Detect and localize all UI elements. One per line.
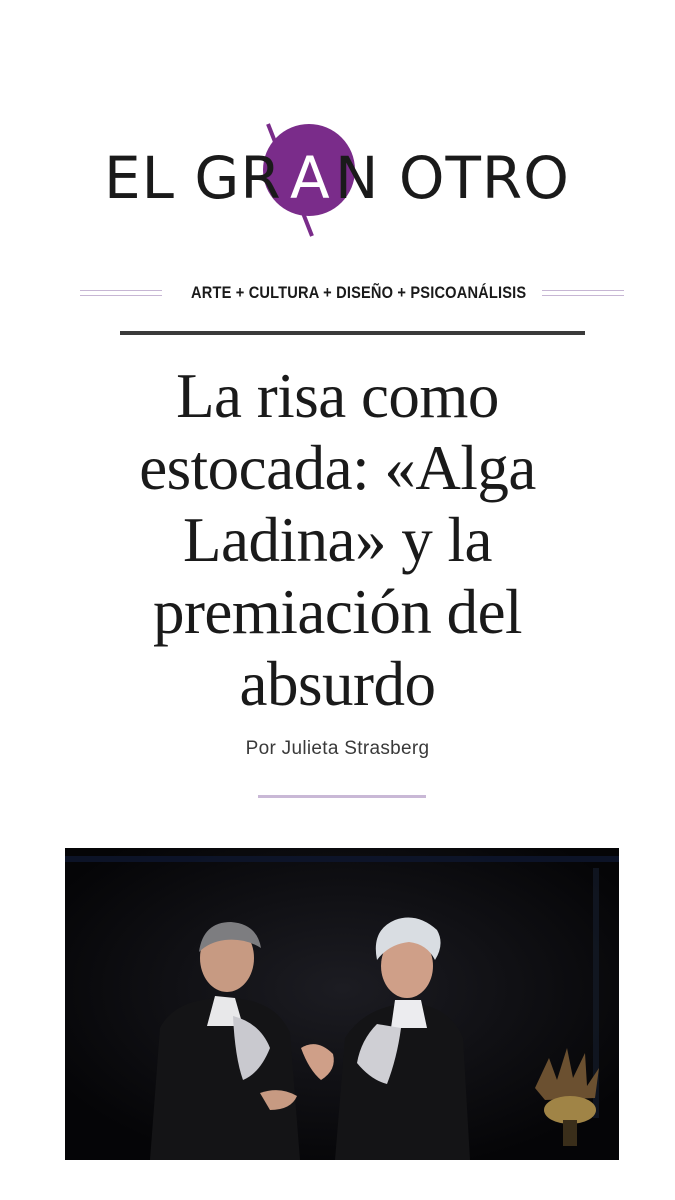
site-logo-graphic xyxy=(0,118,675,248)
stage-light-bar xyxy=(65,856,619,862)
logo-word-left: EL GR xyxy=(104,144,282,212)
header-divider xyxy=(120,331,585,335)
logo-accent-letter: A xyxy=(290,144,331,212)
byline-divider xyxy=(258,795,426,798)
article-title: La risa como estocada: «Alga Ladina» y la premiación del absurdo xyxy=(139,361,536,719)
tagline-divider-left xyxy=(80,290,162,296)
tagline-row xyxy=(0,278,675,308)
tagline-divider-right xyxy=(542,290,624,296)
article-hero-image[interactable] xyxy=(65,848,619,1160)
hero-image-illustration xyxy=(65,848,619,1160)
site-tagline: ARTE + CULTURA + DISEÑO + PSICOANÁLISIS xyxy=(191,283,527,302)
logo-word-right: N OTRO xyxy=(335,144,570,212)
site-logo[interactable] xyxy=(0,118,675,248)
article-byline[interactable]: Por Julieta Strasberg xyxy=(245,738,430,759)
